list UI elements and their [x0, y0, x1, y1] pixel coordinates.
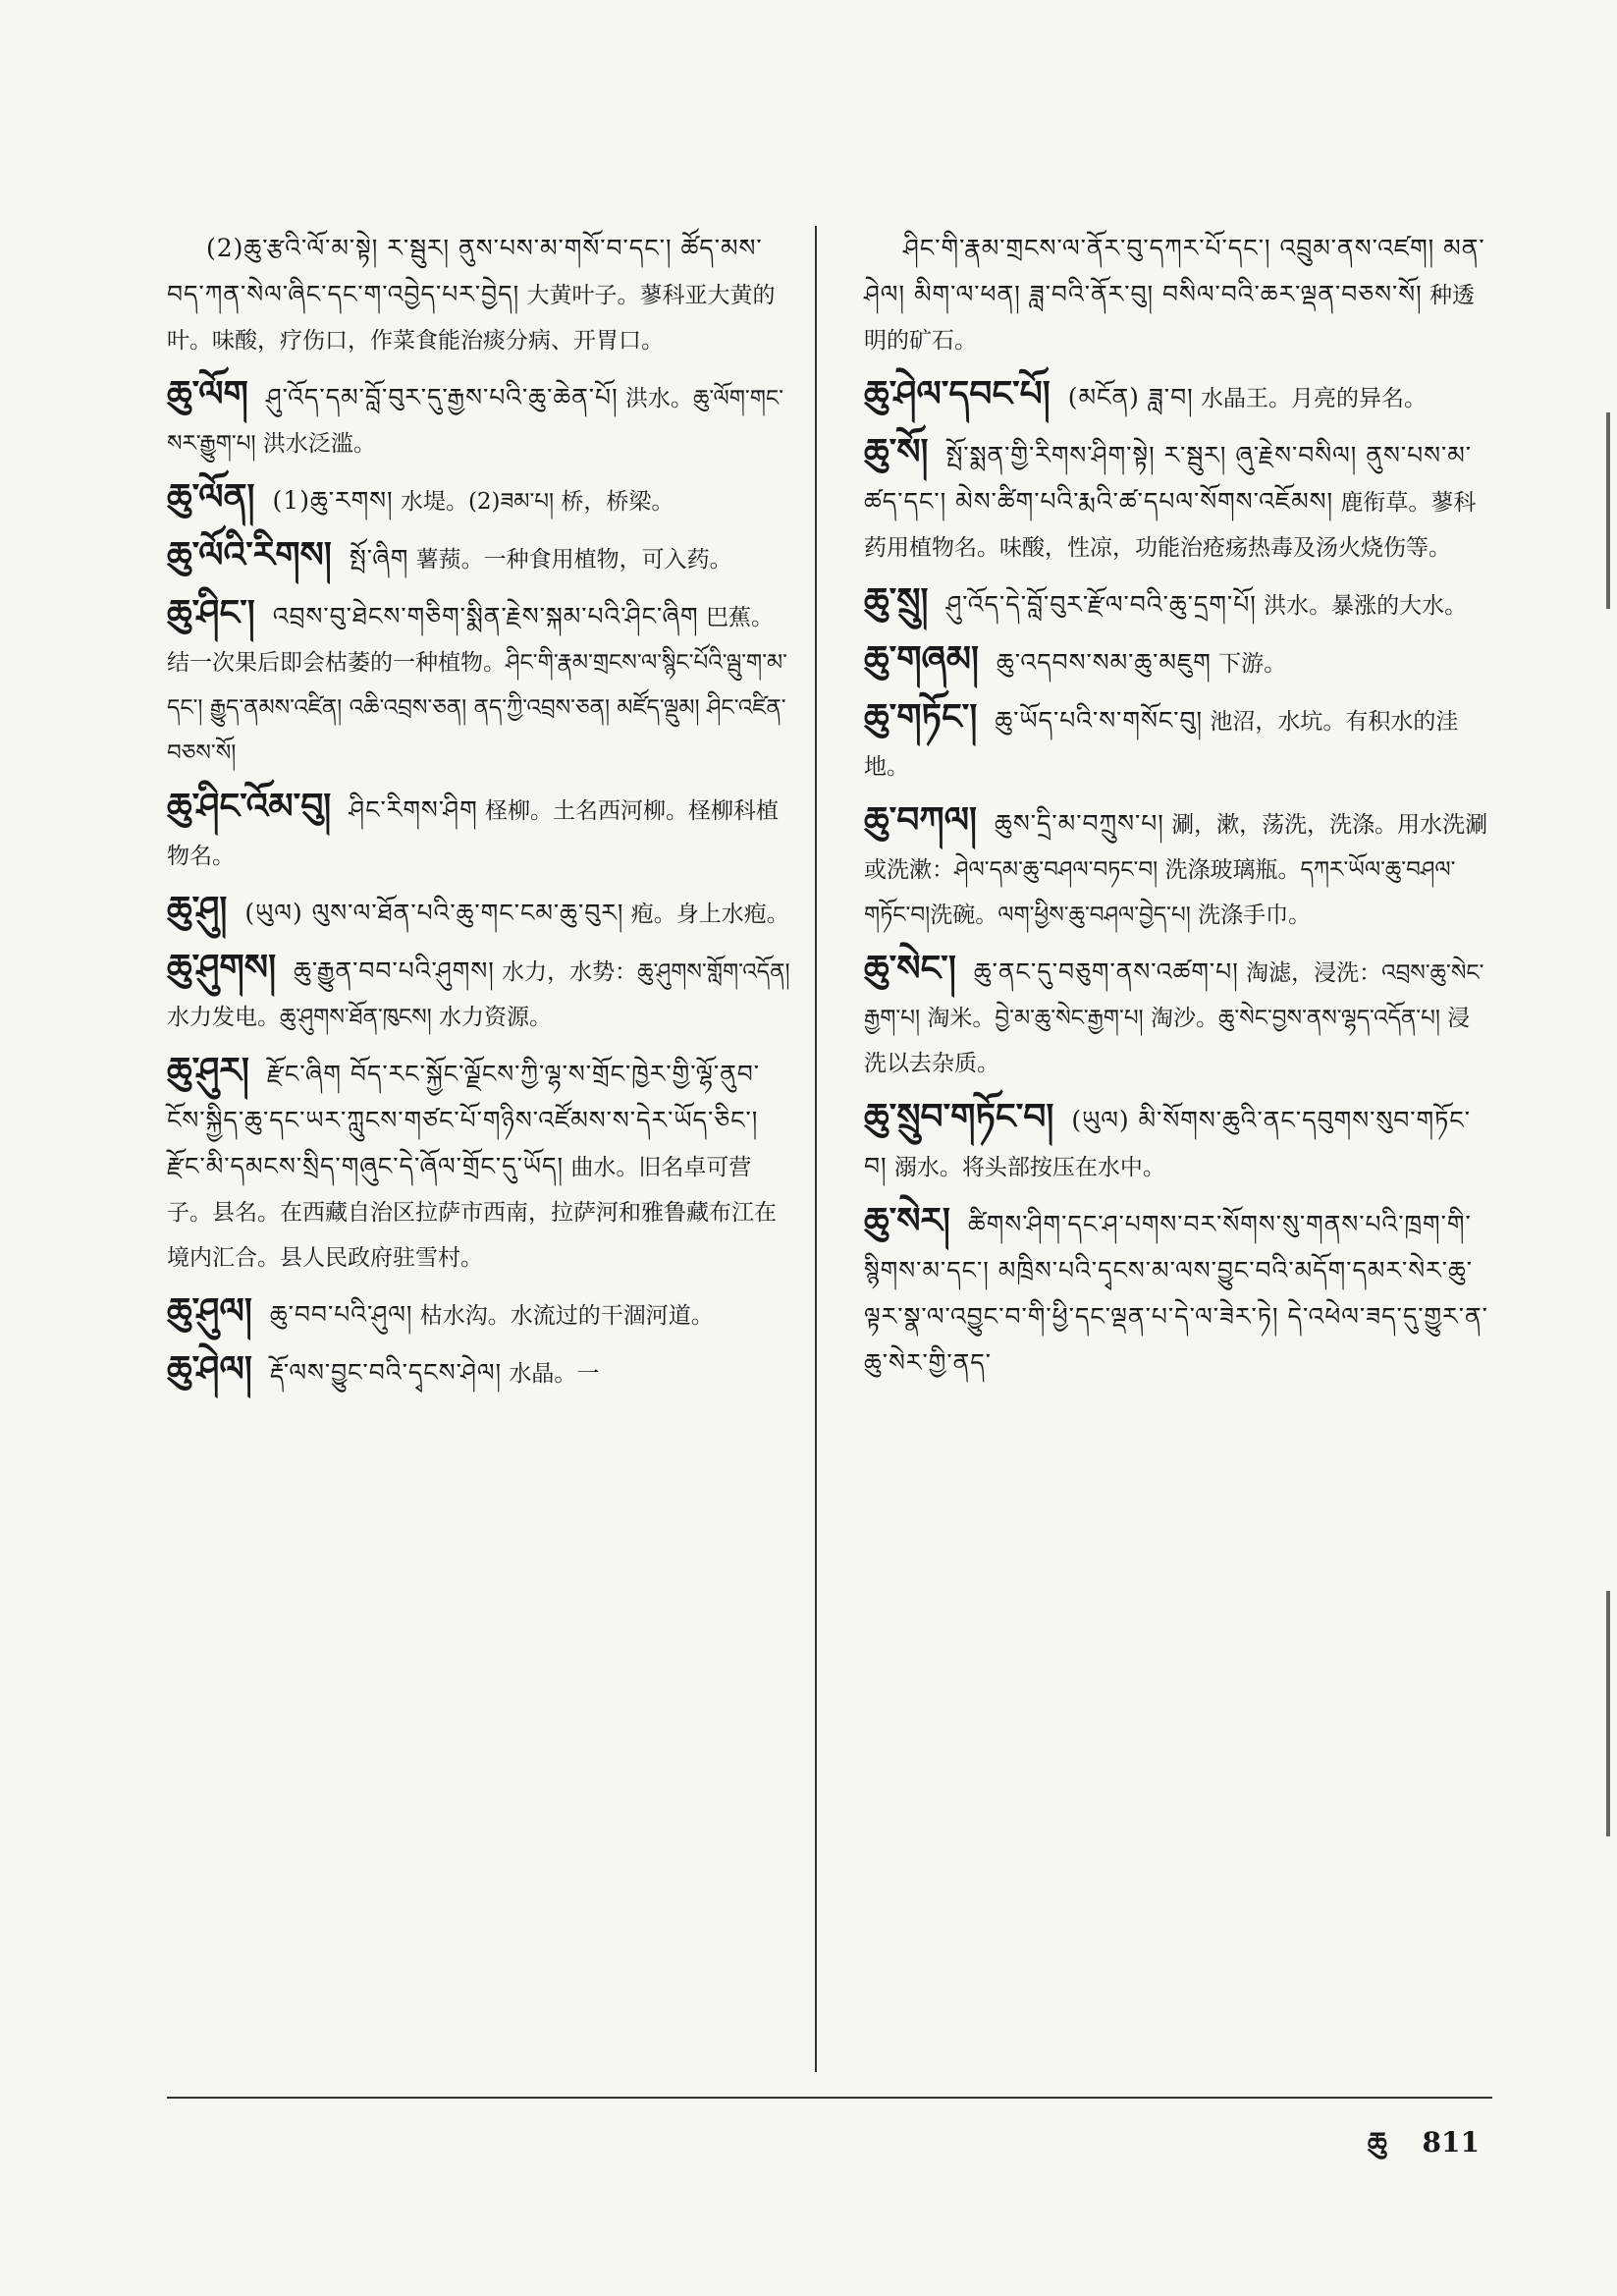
- entry-headword: ཆུ་ལོག: [167, 373, 248, 414]
- entry-chinese-definition: 薯蓣。一种食用植物，可入药。: [415, 547, 732, 573]
- dictionary-entry: [864, 1094, 1492, 1190]
- entry-chinese-definition: 巴蕉。结一次果后即会枯萎的一种植物。ཤིང་གི་རྣམ་གྲངས་ལ་སྙིང་པོའི་ལྦུ་ག་མ་དང་། རྒྱུད་ནམས་འཛིན། འཆི་འབྲས་ཅན། ནད་ཀྱི་འབྲས་ཅན། མཛོད་ལྡུམ། ཤིང་འཛིན་བཅས་སོ།: [167, 605, 788, 766]
- entry-chinese-definition: 洪水。ཆུ་ལོག་གང་སར་རྒྱུག་པ། 洪水泛滥。: [167, 386, 784, 457]
- entry-tibetan-definition: ཤིང་གི་རྣམ་གྲངས་ལ་ནོར་བུ་དཀར་པོ་དང་། འབྲུམ་ནས་འཛག། མན་ཤེལ། མིག་ལ་ཕན། ཟླ་བའི་ནོར་བུ། བསིལ་བའི་ཆར་ལྡན་བཅས་སོ།: [864, 234, 1485, 308]
- entry-chinese-definition: 疱。身上水疱。: [630, 902, 789, 927]
- entry-tibetan-definition: ཆུ་འདབས་སམ་ཆུ་མཇུག: [997, 648, 1212, 677]
- entry-headword: ཆུ་སེང་།: [864, 948, 956, 989]
- dictionary-entry: [864, 371, 1492, 421]
- dictionary-entry: [167, 945, 795, 1040]
- dictionary-entry: [167, 226, 795, 363]
- dictionary-entry: [167, 371, 795, 466]
- dictionary-entry: [864, 429, 1492, 571]
- entry-headword: ཆུ་སོ།: [864, 431, 929, 472]
- entry-headword: ཆུ་སེར།: [864, 1200, 950, 1241]
- entry-headword: ཆུ་ཤེལ།: [167, 1348, 252, 1390]
- page-footer: [1342, 2111, 1480, 2189]
- entry-chinese-definition: 洪水。暴涨的大水。: [1264, 593, 1468, 619]
- entry-headword: ཆུ་ཤུ།: [167, 889, 228, 930]
- entry-chinese-definition: 枯水沟。水流过的干涸河道。: [419, 1303, 714, 1329]
- entry-tibetan-definition: ཆུས་དྲི་མ་བཀྲུས་པ།: [995, 809, 1164, 838]
- entry-tibetan-definition: རྡོ་ལས་བྱུང་བའི་དྭངས་ཤེལ།: [269, 1358, 503, 1387]
- entry-chinese-definition: 水力，水势：ཆུ་ཤུགས་གློག་འདོན། 水力发电。ཆུ་ཤུགས་ཐོན་ཁུངས། 水力资源。: [167, 959, 790, 1030]
- entry-headword: ཆུ་ལོའི་རིགས།: [167, 534, 332, 575]
- entry-headword: ཆུ་སྲུབ་གཏོང་བ།: [864, 1096, 1054, 1137]
- dictionary-entry: [167, 532, 795, 582]
- dictionary-entry: [864, 694, 1492, 790]
- entry-tibetan-definition: ཆུ་ནང་དུ་བཅུག་ནས་འཚག་པ།: [973, 957, 1239, 986]
- dictionary-entry: [864, 1198, 1492, 1387]
- entry-headword: ཆུ་ཤིང་།: [167, 592, 255, 633]
- entry-tibetan-definition: སྤོ་ཞིག: [349, 544, 409, 573]
- right-column: [864, 226, 1492, 1394]
- entry-tibetan-definition: སྤོ་སྨན་གྱི་རིགས་ཤིག་སྟེ། ར་སྦུར། ཞུ་རྗེས་བསིལ། ནུས་པས་མ་ཚད་དང་། མེས་ཚིག་པའི་རྨའི་ཚ་དཔལ་སོགས་འཇོམས།: [864, 441, 1473, 516]
- dictionary-entry: [167, 1288, 795, 1339]
- entry-tibetan-definition: ཆུ་རྒྱུན་བབ་པའི་ཤུགས།: [294, 957, 495, 985]
- entry-chinese-definition: 大黄叶子。蓼科亚大黄的叶。味酸，疗伤口，作菜食能治痰分病、开胃口。: [167, 283, 776, 354]
- entry-tibetan-definition: (མངོན) ཟླ་བ།: [1067, 383, 1194, 411]
- entry-tibetan-definition: ཤུ་འོད་དམ་བློ་བུར་དུ་རྒྱས་པའི་ཆུ་ཆེན་པོ།: [265, 383, 619, 411]
- entry-tibetan-definition: ཚིགས་ཤིག་དང་ཤ་པགས་བར་སོགས་སུ་གནས་པའི་ཁྲག་གི་སྙིགས་མ་དང་། མཁྲིས་པའི་དྭངས་མ་ལས་བྱུང་བའི་མདོག་དམར་སེར་ཆུ་ལྟར་སྣ་ལ་འབྱུང་བ་གི་ཕྱི་དང་ལྡན་པ་དེ་ལ་ཟེར་ཏེ། དེ་འཕེལ་ཟད་དུ་གྱུར་ན་ཆུ་སེར་གྱི་ནད་: [864, 1210, 1488, 1377]
- entry-headword: ཆུ་གཏོང་།: [864, 696, 978, 738]
- dictionary-entry: [864, 636, 1492, 686]
- entry-chinese-definition: 种透明的矿石。: [864, 283, 1476, 354]
- column-divider: [815, 226, 817, 2072]
- entry-headword: ཆུ་ཤུལ།: [167, 1290, 252, 1332]
- entry-chinese-definition: 鹿衔草。蓼科药用植物名。味酸，性凉，功能治疮疡热毒及汤火烧伤等。: [864, 490, 1477, 561]
- margin-mark: [1606, 1591, 1610, 1836]
- entry-headword: ཆུ་ཤིང་འོམ་བུ།: [167, 786, 332, 827]
- entry-chinese-definition: 柽柳。土名西河柳。柽柳科植物名。: [167, 798, 780, 869]
- entry-tibetan-definition: ཆུ་ཡོད་པའི་ས་གསོང་བུ།: [995, 706, 1204, 735]
- dictionary-entry: [864, 797, 1492, 938]
- entry-headword: ཆུ་ཤུར།: [167, 1050, 249, 1091]
- left-column: [167, 226, 795, 1404]
- dictionary-entry: [864, 226, 1492, 363]
- entry-chinese-definition: 曲水。旧名卓可营子。县名。在西藏自治区拉萨市西南，拉萨河和雅鲁藏布江在境内汇合。县人民政府驻雪村。: [167, 1155, 777, 1271]
- dictionary-entry: [864, 946, 1492, 1086]
- entry-headword: ཆུ་བཀལ།: [864, 799, 978, 841]
- entry-chinese-definition: 下游。: [1218, 651, 1287, 677]
- entry-tibetan-definition: ཤིང་རིགས་ཤིག: [349, 795, 478, 824]
- entry-chinese-definition: 水堤。(2)ཟམ་པ། 桥，桥梁。: [400, 489, 674, 515]
- entry-chinese-definition: 涮，漱，荡洗，洗涤。用水洗涮或洗漱：ཤེལ་དམ་ཆུ་བཤལ་བཏང་བ། 洗涤玻璃瓶。དཀར་ཡོལ་ཆུ་བཤལ་གཏོང་བ།洗碗。ལག་ཕྱིས་ཆུ་བཤལ་བྱེད་པ། 洗涤手巾。: [864, 812, 1488, 928]
- dictionary-entry: [167, 590, 795, 776]
- footer-letter: ཆུ: [1367, 2126, 1387, 2159]
- entry-chinese-definition: 池沼，水坑。有积水的洼地。: [864, 709, 1459, 780]
- entry-tibetan-definition: (2)ཆུ་རྩའི་ལོ་མ་སྟེ། ར་སྦུར། ནུས་པས་མ་གསོ་བ་དང་། ཚོད་མས་བད་ཀན་སེལ་ཞིང་དང་ག་འབྱེད་པར་བྱེད།: [167, 234, 763, 308]
- entry-chinese-definition: 淘滤，浸洗：འབྲས་ཆུ་སེང་རྒྱག་པ། 淘米。བྱེ་མ་ཆུ་སེང་རྒྱག་པ། 淘沙。ཆུ་སེང་བྱས་ནས་ལྷད་འདོན་པ། 浸洗以去杂质。: [864, 960, 1484, 1076]
- dictionary-entry: [167, 474, 795, 524]
- footer-rule: [167, 2097, 1492, 2099]
- left-entries: [167, 226, 795, 1396]
- entry-tibetan-definition: ཤུ་འོད་དེ་བློ་བུར་རྫོལ་བའི་ཆུ་དྲག་པོ།: [945, 590, 1257, 619]
- entry-chinese-definition: 水晶王。月亮的异名。: [1200, 386, 1427, 411]
- entry-tibetan-definition: ཆུ་བབ་པའི་ཤུལ།: [269, 1300, 413, 1329]
- entry-tibetan-definition: (ཡུལ) མི་སོགས་ཆུའི་ནང་དབུགས་སུབ་གཏོང་བ།: [864, 1106, 1471, 1180]
- dictionary-entry: [864, 578, 1492, 629]
- entry-headword: ཆུ་ཤེལ་དབང་པོ།: [864, 373, 1051, 414]
- dictionary-entry: [167, 887, 795, 937]
- dictionary-entry: [167, 1346, 795, 1396]
- page-number: 811: [1422, 2126, 1480, 2159]
- entry-tibetan-definition: (ཡུལ) ལུས་ལ་ཐོན་པའི་ཆུ་གང་ངམ་ཆུ་བུར།: [244, 899, 624, 927]
- dictionary-entry: [167, 1048, 795, 1281]
- dictionary-entry: [167, 784, 795, 879]
- entry-tibetan-definition: རྫོང་ཞིག བོད་རང་སྐྱོང་ལྗོངས་ཀྱི་ལྷ་ས་གྲོང་ཁྱེར་གྱི་ལྷོ་ནུབ་ངོས་སྐྱིད་ཆུ་དང་ཡར་ཀླུངས་གཙང་པོ་གཉིས་འཛོམས་ས་དེར་ཡོད་ཅིང་། རྫོང་མི་དམངས་སྲིད་གཞུང་དེ་ཞོལ་གྲོང་དུ་ཡོད།: [167, 1060, 761, 1180]
- entry-headword: ཆུ་སྲུ།: [864, 580, 929, 622]
- entry-chinese-definition: 溺水。将头部按压在水中。: [893, 1155, 1165, 1180]
- entry-tibetan-definition: འབྲས་བུ་ཐེངས་གཅིག་སྨིན་རྗེས་སྐམ་པའི་ཤིང་ཞིག: [272, 602, 699, 630]
- margin-mark: [1606, 412, 1610, 609]
- entry-tibetan-definition: (1)ཆུ་རགས།: [272, 486, 394, 515]
- entry-headword: ཆུ་གཞམ།: [864, 638, 980, 680]
- right-entries: [864, 226, 1492, 1387]
- entry-headword: ཆུ་ཤུགས།: [167, 947, 277, 988]
- entry-headword: ཆུ་ལོན།: [167, 476, 255, 518]
- entry-chinese-definition: 水晶。一: [509, 1361, 600, 1387]
